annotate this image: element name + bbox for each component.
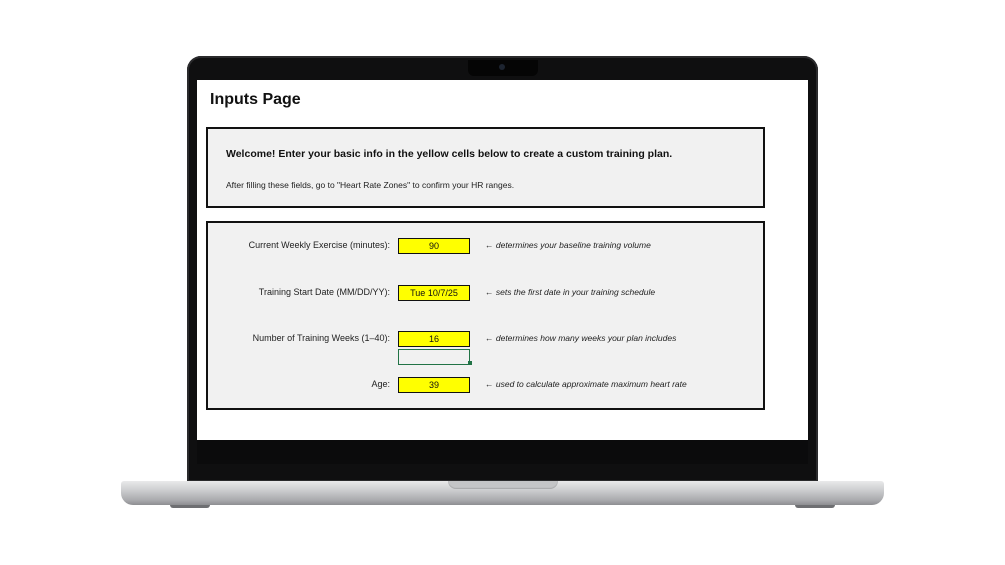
spreadsheet-screen [197,80,808,440]
weekly-exercise-label: Current Weekly Exercise (minutes): [248,240,390,250]
page-title: Inputs Page [210,91,301,108]
laptop-bezel-bottom [197,440,808,464]
training-weeks-input[interactable]: 16 [398,331,470,347]
training-weeks-label: Number of Training Weeks (1–40): [252,333,390,343]
inputs-box [206,221,765,410]
start-date-label: Training Start Date (MM/DD/YY): [258,287,390,297]
start-date-input[interactable]: Tue 10/7/25 [398,285,470,301]
selected-cell[interactable] [398,349,470,365]
weekly-exercise-hint: ← determines your baseline training volume [485,240,651,250]
start-date-hint: ← sets the first date in your training schedule [485,287,656,297]
laptop-foot-left [170,505,210,508]
training-weeks-hint: ← determines how many weeks your plan includes [485,333,677,343]
fill-handle[interactable] [468,361,472,365]
laptop-base-notch [448,481,558,489]
weekly-exercise-input[interactable]: 90 [398,238,470,254]
welcome-heading: Welcome! Enter your basic info in the yellow cells below to create a custom training plan. [226,148,673,160]
welcome-subtext: After filling these fields, go to "Heart Rate Zones" to confirm your HR ranges. [226,180,515,190]
welcome-box [206,127,765,208]
age-input[interactable]: 39 [398,377,470,393]
age-hint: ← used to calculate approximate maximum heart rate [485,379,687,389]
laptop-foot-right [795,505,835,508]
camera-icon [499,64,505,70]
age-label: Age: [371,379,390,389]
